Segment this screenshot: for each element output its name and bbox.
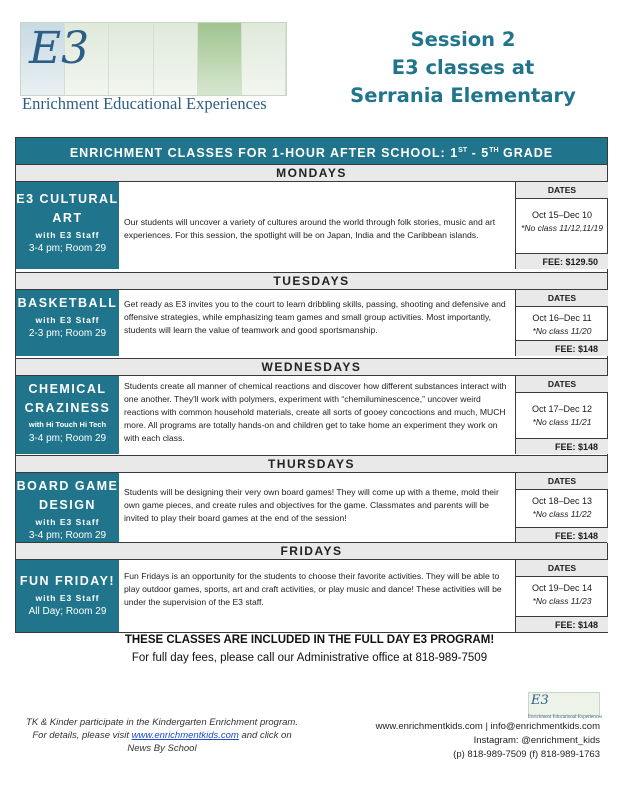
dates-cell [515,376,608,454]
class-staff: with Hi Touch Hi Tech [28,420,107,429]
day-header-tuesday: TUESDAYS [16,272,607,290]
footer-logo-mark: E3 [531,693,549,708]
date-range: Oct 17–Dec 12 [531,404,593,414]
logo-mark: E3 [29,23,90,74]
contact-web-email: www.enrichmentkids.com | info@enrichmentkids.com [375,721,600,732]
day-header-friday: FRIDAYS [16,542,607,560]
no-class-note: *No class 11/23 [532,596,592,606]
fees-note: For full day fees, please call our Administrative office at 818-989-7509 [131,652,488,664]
title-line-3: Serrania Elementary [350,84,576,107]
date-range: Oct 19–Dec 14 [531,583,593,593]
footer-logo [528,692,600,716]
website-link[interactable]: www.enrichmentkids.com [131,730,239,741]
class-time-room: 3-4 pm; Room 29 [28,530,107,541]
class-title-cell [16,473,119,543]
fee-label: FEE: $148 [516,527,608,543]
dates-header: DATES [516,376,608,393]
class-title-cell [16,290,119,356]
e3-logo [20,22,287,96]
day-header-thursday: THURSDAYS [16,455,607,473]
class-description: Get ready as E3 invites you to the court to learn dribbling skills, passing, shooting and defensive and offensive strategies, while emphasizing team games and small group activities. Most importantly, students will learn the value of teamwork and good sportsmanship. [124,299,506,335]
title-line-2: E3 classes at [391,56,535,79]
no-class-note: *No class 11/20 [532,326,592,336]
contact-info [360,720,600,762]
no-class-note: *No class 11/12,11/19 [521,223,603,233]
class-title-cell [16,376,119,454]
class-time-room: 2-3 pm; Room 29 [28,328,107,339]
page-title [318,26,608,110]
class-staff: with E3 Staff [35,593,100,603]
class-description: Students create all manner of chemical reactions and discover how different substances interact with one another. They'll work with polymers, experiment with “chemiluminescence,” uncover weird reactions with common household materials, create all sorts of gooey concoctions and much, MUCH more. All programs are totally hands-on and children get to take home an experiment they work on with each class. [124,381,507,443]
class-time-room: All Day; Room 29 [28,606,107,617]
date-range: Oct 15–Dec 10 [531,210,593,220]
no-class-note: *No class 11/21 [532,417,592,427]
dates-header: DATES [516,560,608,577]
dates-cell [515,560,608,632]
class-name: CHEMICAL CRAZINESS [24,382,111,415]
table-banner: ENRICHMENT CLASSES FOR 1-HOUR AFTER SCHOOL: 1ST - 5TH GRADE [16,138,607,164]
day-header-monday: MONDAYS [16,164,607,182]
kinder-note: TK & Kinder participate in the Kindergarten Enrichment program. For details, please visit www.enrichmentkids.com and click on News By School [26,717,298,754]
class-staff: with E3 Staff [35,315,100,325]
class-time-room: 3-4 pm; Room 29 [28,433,107,444]
fee-label: FEE: $129.50 [516,253,608,269]
class-description: Our students will uncover a variety of cultures around the world through folk stories, music and art experiences. For this session, the spotlight will be on Japan, India and the Caribbean islands. [124,217,496,240]
class-description: Fun Fridays is an opportunity for the students to choose their favorite activities. They will be able to play outdoor games, sports, art and craft activities, or play music and dance! These activities will be under the supervision of the E3 staff. [124,571,502,607]
title-line-1: Session 2 [410,28,516,51]
class-name: BASKETBALL [17,296,118,310]
class-description: Students will be designing their very own board games! They will come up with a theme, mold their own game pieces, and create rules and objectives for the game. Classmates and parents will be invited to play their board games at the end of the session! [124,487,499,523]
contact-phone-fax: (p) 818-989-7509 (f) 818-989-1763 [453,749,600,760]
class-staff: with E3 Staff [35,517,100,527]
fee-label: FEE: $148 [516,438,608,454]
dates-cell [515,182,608,269]
dates-header: DATES [516,473,608,490]
included-note: THESE CLASSES ARE INCLUDED IN THE FULL DAY E3 PROGRAM! [124,634,495,646]
class-title-cell [16,182,119,269]
class-time-room: 3-4 pm; Room 29 [28,243,107,254]
no-class-note: *No class 11/22 [532,509,592,519]
class-name: E3 CULTURAL ART [16,192,119,225]
day-header-wednesday: WEDNESDAYS [16,358,607,376]
class-title-cell [16,560,119,632]
class-staff: with E3 Staff [35,230,100,240]
date-range: Oct 16–Dec 11 [532,313,592,323]
dates-cell [515,473,608,543]
logo-text: Enrichment Educational Experiences [22,94,267,113]
date-range: Oct 18–Dec 13 [531,496,593,506]
dates-header: DATES [516,290,608,307]
fee-label: FEE: $148 [516,340,608,356]
class-name: BOARD GAME DESIGN [16,479,119,512]
footer-logo-text: Enrichment Educational Experiences [528,715,603,720]
dates-header: DATES [516,182,608,199]
dates-cell [515,290,608,356]
schedule-table [15,137,608,633]
contact-instagram: Instagram: @enrichment_kids [473,735,600,746]
class-name: FUN FRIDAY! [19,574,116,588]
fee-label: FEE: $148 [516,616,608,632]
